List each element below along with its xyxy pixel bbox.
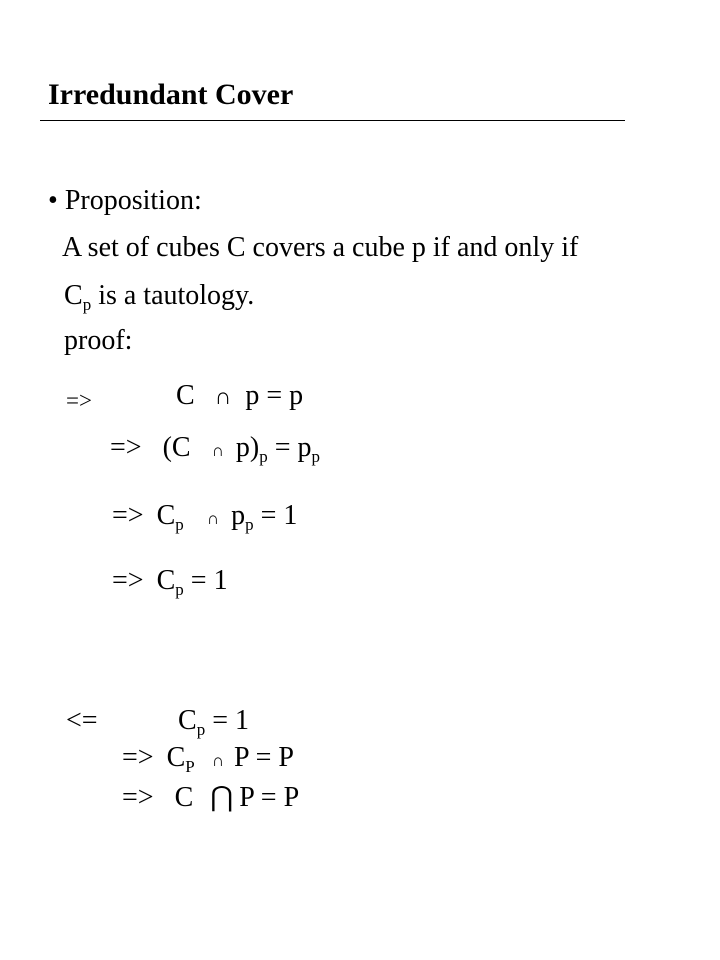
cover-c: C: [64, 280, 83, 311]
slide-title: Irredundant Cover: [48, 78, 294, 111]
f2-b: p): [235, 432, 260, 463]
f2-arrow: =>: [110, 432, 142, 463]
b1-a: C: [178, 705, 197, 736]
f1-c: C: [176, 380, 195, 411]
f2-b-sub: p: [259, 447, 268, 466]
cover-c-sub: p: [82, 295, 92, 314]
proof-label: proof:: [64, 325, 133, 356]
f4-a: C: [156, 565, 176, 596]
proposition-bullet: [48, 185, 202, 217]
forward-line3: [112, 500, 297, 535]
intersection-icon: ∩: [206, 509, 220, 528]
intersection-icon: ⋂: [210, 782, 234, 813]
intersection-icon: ∩: [211, 751, 225, 770]
f3-a-sub: p: [175, 515, 184, 534]
b1-a-sub: p: [196, 720, 206, 739]
statement-line1: A set of cubes C covers a cube p if and only if: [62, 232, 579, 263]
f2-a: (C: [162, 432, 191, 463]
f2-c: = p: [267, 432, 312, 463]
f1-rest: p = p: [245, 380, 304, 411]
statement-line2: [64, 280, 254, 315]
backward-line3: [122, 780, 299, 814]
title-underline: [40, 120, 625, 121]
b2-arrow: =>: [122, 742, 154, 773]
intersection-icon: ∩: [214, 384, 232, 409]
f4-c: = 1: [183, 565, 228, 596]
intersection-icon: ∩: [211, 441, 224, 460]
b1-c: = 1: [205, 705, 249, 736]
b3-a: C: [174, 782, 194, 813]
f3-arrow: =>: [112, 500, 144, 531]
bullet-glyph: •: [48, 185, 58, 216]
b2-a: C: [166, 742, 186, 773]
b3-b: P = P: [239, 782, 300, 813]
forward-line2: [110, 432, 320, 467]
backward-marker: <=: [66, 705, 98, 736]
f3-a: C: [156, 500, 176, 531]
f4-arrow: =>: [112, 565, 144, 596]
backward-line1: [178, 705, 249, 740]
b2-a-sub: P: [185, 757, 195, 776]
tautology-text: is a tautology.: [91, 280, 255, 311]
backward-line2: [122, 742, 294, 777]
b3-arrow: =>: [122, 782, 154, 813]
forward-line1: [176, 380, 303, 412]
forward-marker: =>: [66, 388, 92, 413]
f2-c-sub: p: [311, 447, 320, 466]
proposition-label: Proposition:: [64, 185, 202, 216]
b2-b: P = P: [234, 742, 294, 773]
f3-b-sub: p: [245, 515, 254, 534]
f3-c: = 1: [253, 500, 298, 531]
f3-b: p: [231, 500, 246, 531]
forward-line4: [112, 565, 228, 600]
f4-a-sub: p: [175, 580, 184, 599]
